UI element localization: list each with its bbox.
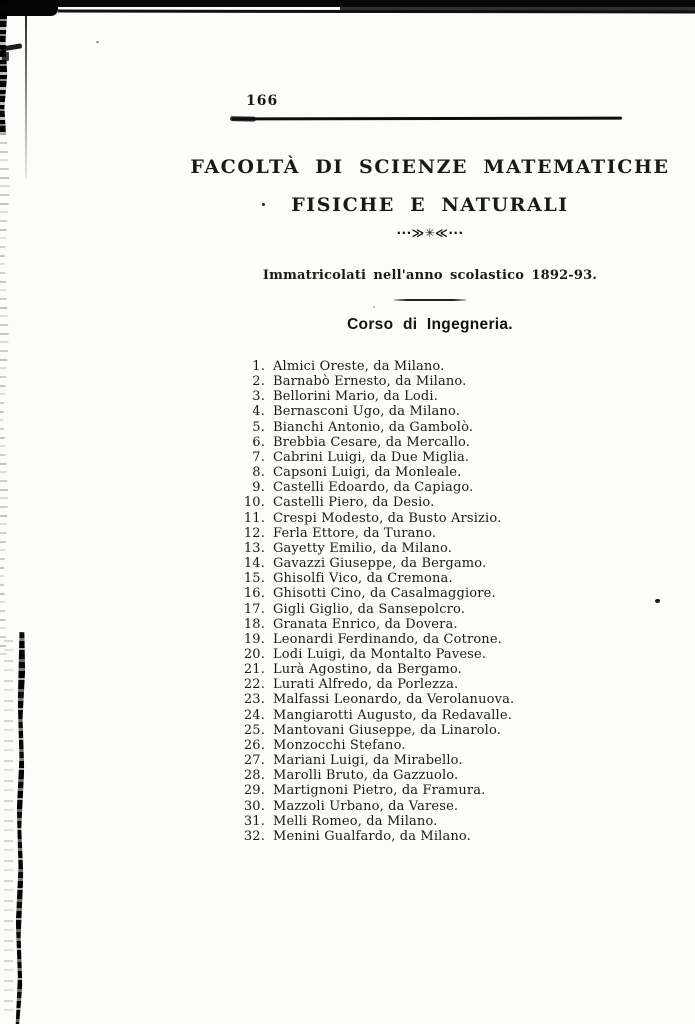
student-name-and-origin: Gigli Giglio, da Sansepolcro. bbox=[273, 601, 466, 617]
student-number: 25. bbox=[243, 722, 265, 738]
student-entry bbox=[243, 617, 514, 632]
student-entry bbox=[243, 541, 514, 556]
student-name-and-origin: Lurati Alfredo, da Porlezza. bbox=[273, 677, 459, 693]
student-number: 22. bbox=[243, 677, 265, 693]
student-entry bbox=[243, 389, 514, 404]
student-number: 28. bbox=[243, 768, 265, 784]
student-name-and-origin: Lodi Luigi, da Montalto Pavese. bbox=[273, 646, 487, 662]
student-name-and-origin: Granata Enrico, da Dovera. bbox=[273, 616, 458, 632]
student-entry bbox=[243, 480, 514, 495]
student-number: 3. bbox=[252, 389, 265, 405]
student-entry bbox=[243, 586, 514, 601]
student-entry bbox=[243, 420, 514, 435]
student-number: 18. bbox=[243, 616, 265, 632]
student-number: 8. bbox=[252, 465, 265, 481]
student-name-and-origin: Bellorini Mario, da Lodi. bbox=[273, 389, 438, 405]
student-number: 13. bbox=[243, 540, 265, 556]
student-number: 19. bbox=[243, 631, 265, 647]
student-number: 21. bbox=[243, 662, 265, 678]
student-entry bbox=[243, 829, 514, 844]
student-entry bbox=[243, 723, 514, 738]
student-entry bbox=[243, 708, 514, 723]
student-name-and-origin: Ferla Ettore, da Turano. bbox=[273, 525, 437, 541]
student-entry bbox=[243, 738, 514, 753]
student-entry bbox=[243, 662, 514, 677]
faculty-title-line1: FACOLTÀ DI SCIENZE MATEMATICHE bbox=[190, 156, 670, 178]
student-entry bbox=[243, 359, 514, 374]
student-name-and-origin: Gavazzi Giuseppe, da Bergamo. bbox=[273, 556, 487, 572]
student-number: 32. bbox=[243, 828, 265, 844]
student-name-and-origin: Brebbia Cesare, da Mercallo. bbox=[273, 434, 471, 450]
student-entry bbox=[243, 647, 514, 662]
student-name-and-origin: Mazzoli Urbano, da Varese. bbox=[273, 798, 459, 814]
enrollment-subtitle: Immatricolati nell'anno scolastico 1892-93. bbox=[262, 268, 598, 283]
student-entry bbox=[243, 511, 514, 526]
student-number: 4. bbox=[252, 404, 265, 420]
scan-ink-speck bbox=[655, 599, 660, 603]
student-number: 23. bbox=[243, 692, 265, 708]
student-number: 30. bbox=[243, 798, 265, 814]
subtitle-rule bbox=[394, 299, 466, 301]
scan-left-edge-top bbox=[0, 0, 8, 135]
student-number: 2. bbox=[252, 374, 265, 390]
student-number: 26. bbox=[243, 737, 265, 753]
student-number: 5. bbox=[252, 419, 265, 435]
student-name-and-origin: Menini Gualfardo, da Milano. bbox=[273, 828, 471, 844]
faculty-title-line2: FISICHE E NATURALI bbox=[291, 194, 569, 216]
student-entry bbox=[243, 692, 514, 707]
student-entry bbox=[243, 556, 514, 571]
student-entry bbox=[243, 526, 514, 541]
header-rule bbox=[232, 117, 622, 121]
student-name-and-origin: Lurà Agostino, da Bergamo. bbox=[273, 662, 462, 678]
student-name-and-origin: Leonardi Ferdinando, da Cotrone. bbox=[273, 631, 502, 647]
student-number: 14. bbox=[243, 556, 265, 572]
student-number: 20. bbox=[243, 646, 265, 662]
student-entry bbox=[243, 632, 514, 647]
student-name-and-origin: Mangiarotti Augusto, da Redavalle. bbox=[273, 707, 512, 723]
scan-left-speckles bbox=[0, 125, 11, 655]
student-number: 12. bbox=[243, 525, 265, 541]
student-name-and-origin: Ghisolfi Vico, da Cremona. bbox=[273, 571, 453, 587]
student-name-and-origin: Capsoni Luigi, da Monleale. bbox=[273, 465, 462, 481]
student-name-and-origin: Bianchi Antonio, da Gambolò. bbox=[273, 419, 474, 435]
student-list bbox=[243, 359, 514, 844]
student-name-and-origin: Mantovani Giuseppe, da Linarolo. bbox=[273, 722, 501, 738]
student-number: 29. bbox=[243, 783, 265, 799]
student-entry bbox=[243, 753, 514, 768]
student-name-and-origin: Castelli Edoardo, da Capiago. bbox=[273, 480, 474, 496]
student-number: 6. bbox=[252, 434, 265, 450]
student-name-and-origin: Mariani Luigi, da Mirabello. bbox=[273, 753, 463, 769]
scan-gutter-halo bbox=[4, 640, 13, 1020]
student-entry bbox=[243, 465, 514, 480]
student-entry bbox=[243, 450, 514, 465]
scan-gutter-streak bbox=[15, 632, 25, 1024]
student-name-and-origin: Cabrini Luigi, da Due Miglia. bbox=[273, 449, 470, 465]
student-number: 31. bbox=[243, 813, 265, 829]
student-number: 16. bbox=[243, 586, 265, 602]
student-entry bbox=[243, 435, 514, 450]
student-entry bbox=[243, 571, 514, 586]
student-name-and-origin: Marolli Bruto, da Gazzuolo. bbox=[273, 768, 459, 784]
scan-left-thin-line bbox=[25, 13, 27, 178]
student-name-and-origin: Castelli Piero, da Desio. bbox=[273, 495, 435, 511]
student-entry bbox=[243, 783, 514, 798]
student-entry bbox=[243, 799, 514, 814]
student-name-and-origin: Martignoni Pietro, da Framura. bbox=[273, 783, 486, 799]
page-number: 166 bbox=[246, 93, 279, 109]
ornament-divider: ···≫✳≪··· bbox=[396, 226, 464, 240]
student-entry bbox=[243, 602, 514, 617]
scan-top-edge-band bbox=[0, 0, 695, 7]
student-name-and-origin: Crespi Modesto, da Busto Arsizio. bbox=[273, 510, 502, 526]
student-number: 1. bbox=[252, 359, 265, 374]
student-entry bbox=[243, 374, 514, 389]
scan-ink-speck bbox=[373, 306, 375, 308]
course-heading: Corso di Ingegneria. bbox=[347, 316, 513, 333]
student-name-and-origin: Melli Romeo, da Milano. bbox=[273, 813, 438, 829]
scan-top-edge-line bbox=[58, 10, 695, 14]
student-entry bbox=[243, 768, 514, 783]
student-number: 7. bbox=[252, 449, 265, 465]
student-entry bbox=[243, 404, 514, 419]
student-entry bbox=[243, 814, 514, 829]
student-name-and-origin: Ghisotti Cino, da Casalmaggiore. bbox=[273, 586, 496, 602]
student-number: 15. bbox=[243, 571, 265, 587]
student-entry bbox=[243, 677, 514, 692]
student-name-and-origin: Bernasconi Ugo, da Milano. bbox=[273, 404, 460, 420]
student-number: 17. bbox=[243, 601, 265, 617]
student-entry bbox=[243, 495, 514, 510]
student-number: 24. bbox=[243, 707, 265, 723]
student-name-and-origin: Gayetty Emilio, da Milano. bbox=[273, 540, 453, 556]
student-number: 10. bbox=[243, 495, 265, 511]
student-name-and-origin: Almici Oreste, da Milano. bbox=[273, 359, 445, 374]
student-name-and-origin: Malfassi Leonardo, da Verolanuova. bbox=[273, 692, 515, 708]
student-number: 9. bbox=[252, 480, 265, 496]
student-name-and-origin: Barnabò Ernesto, da Milano. bbox=[273, 374, 467, 390]
student-number: 27. bbox=[243, 753, 265, 769]
scan-top-left-blob bbox=[0, 0, 58, 16]
student-number: 11. bbox=[243, 510, 265, 526]
scan-ink-speck bbox=[96, 41, 99, 43]
student-name-and-origin: Monzocchi Stefano. bbox=[273, 737, 406, 753]
